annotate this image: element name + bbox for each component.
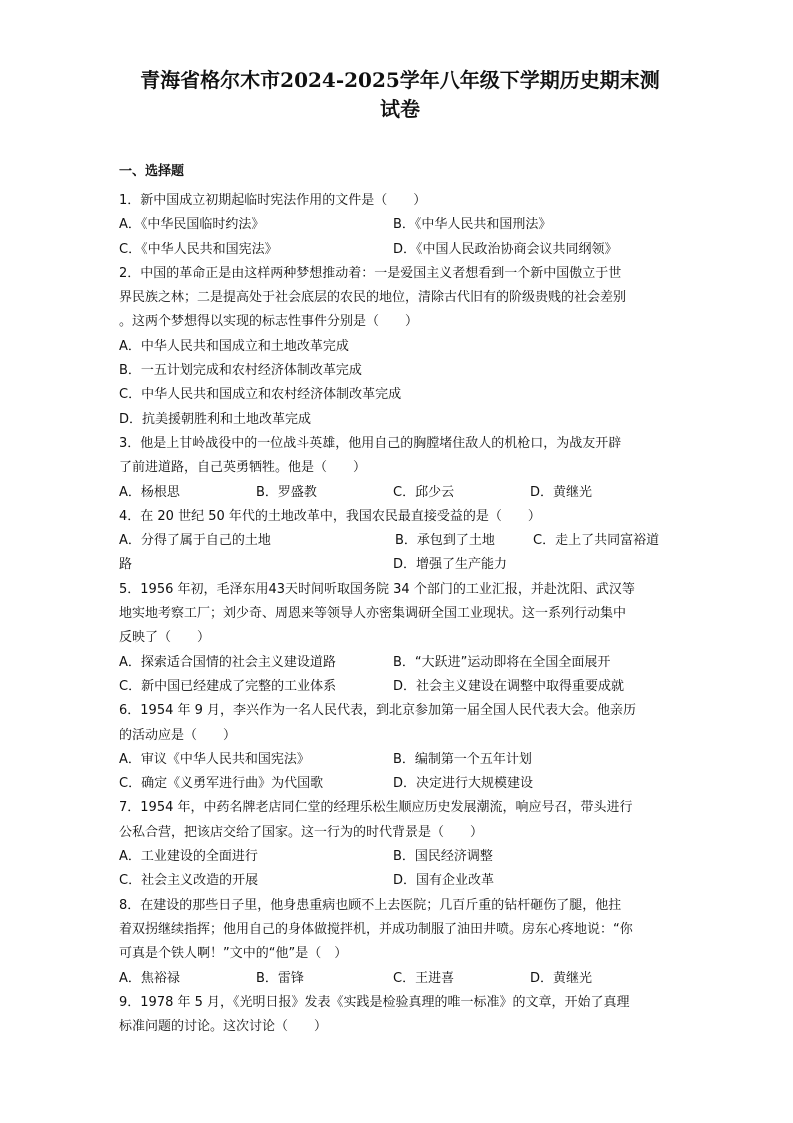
question-3-stem-line-2: 了前进道路，自己英勇牺牲。他是（ ） — [119, 460, 367, 476]
option-a: A．分得了属于自己的土地 — [119, 533, 271, 549]
question-7-stem-line-2: 公私合营，把该店交给了国家。这一行为的时代背景是（ ） — [119, 824, 484, 840]
question-6-stem-line-1: 6．1954 年 9 月，李兴作为一名人民代表，到北京参加第一届全国人民代表大会。他亲历 — [119, 703, 637, 719]
option-d: D．黄继光 — [530, 970, 593, 986]
question-9-stem-line-1: 9．1978 年 5 月，《光明日报》发表《实践是检验真理的唯一标准》的文章，开始了真理 — [119, 994, 630, 1010]
question-4-options-row-1 — [119, 529, 667, 553]
option-d: D．黄继光 — [530, 484, 593, 500]
section-heading: 一、选择题 — [119, 164, 185, 179]
option-c: C．新中国已经建成了完整的工业体系 — [119, 678, 337, 694]
question-4-stem: 4．在 20 世纪 50 年代的土地改革中，我国农民最直接受益的是（ ） — [119, 508, 541, 524]
question-6-stem-line-2: 的活动应是（ ） — [119, 727, 237, 743]
question-8-stem-line-3: 可真是个铁人啊！”文中的“他”是（ ） — [119, 946, 348, 962]
question-5-stem-line-2: 地实地考察工厂；刘少奇、周恩来等领导人亦密集调研全国工业现状。这一系列行动集中 — [119, 606, 627, 622]
question-1-options-row-2 — [119, 238, 667, 262]
question-2-stem-line-1: 2．中国的革命正是由这样两种梦想推动着：一是爱国主义者想看到一个新中国傲立于世 — [119, 265, 622, 281]
option-c: C．王进喜 — [393, 970, 455, 986]
option-a: A．杨根思 — [119, 484, 180, 500]
question-5-stem-line-3: 反映了（ ） — [119, 630, 211, 646]
question-6-options-row-1 — [119, 748, 667, 772]
option-b: B．一五计划完成和农村经济体制改革完成 — [119, 363, 362, 379]
question-3-stem-line-1: 3．他是上甘岭战役中的一位战斗英雄，他用自己的胸膛堵住敌人的机枪口，为战友开辟 — [119, 435, 622, 451]
option-b: B．国民经济调整 — [393, 849, 493, 865]
question-3-options — [119, 481, 667, 505]
title-line-2: 试卷 — [380, 97, 420, 121]
option-a: A．审议《中华人民共和国宪法》 — [119, 751, 310, 767]
option-b: B．承包到了土地 — [395, 533, 495, 549]
question-2-stem-line-3: 。这两个梦想得以实现的标志性事件分别是（ ） — [119, 314, 419, 330]
question-list — [119, 189, 667, 1039]
option-b: B．“大跃进”运动即将在全国全面展开 — [393, 654, 611, 670]
question-4-options-row-2 — [119, 553, 667, 577]
question-5-options-row-2 — [119, 675, 667, 699]
option-b: B．雷锋 — [256, 970, 304, 986]
option-c: C．确定《义勇军进行曲》为代国歌 — [119, 776, 324, 792]
option-c: C．社会主义改造的开展 — [119, 873, 259, 889]
option-c-continued: 路 — [119, 557, 133, 573]
option-b: B．编制第一个五年计划 — [393, 751, 532, 767]
option-b: B．《中华人民共和国刑法》 — [393, 217, 552, 233]
question-1-stem: 1．新中国成立初期起临时宪法作用的文件是（ ） — [119, 193, 427, 208]
option-a: A．中华人民共和国成立和土地改革完成 — [119, 338, 349, 354]
question-1-options-row-1 — [119, 213, 667, 237]
question-9-stem-line-2: 标准问题的讨论。这次讨论（ ） — [119, 1019, 328, 1035]
option-a: A．焦裕禄 — [119, 970, 180, 986]
option-d: D．决定进行大规模建设 — [393, 776, 534, 792]
question-2-stem-line-2: 界民族之林；二是提高处于社会底层的农民的地位，清除古代旧有的阶级贵贱的社会差别 — [119, 290, 627, 306]
option-b: B．罗盛教 — [256, 484, 317, 500]
option-a: A．探索适合国情的社会主义建设道路 — [119, 654, 336, 670]
option-d: D．《中国人民政治协商会议共同纲领》 — [393, 241, 618, 257]
question-5-stem-line-1: 5．1956 年初，毛泽东用43天时间听取国务院 34 个部门的工业汇报，并赴沈阳、武汉等 — [119, 581, 635, 597]
question-7-options-row-2 — [119, 869, 667, 893]
option-c: C．邱少云 — [393, 484, 455, 500]
option-d: D．社会主义建设在调整中取得重要成就 — [393, 678, 625, 694]
option-c: C．《中华人民共和国宪法》 — [119, 241, 278, 257]
question-7-stem-line-1: 7．1954 年，中药名牌老店同仁堂的经理乐松生顺应历史发展潮流，响应号召，带头进行 — [119, 800, 633, 816]
question-7-options-row-1 — [119, 845, 667, 869]
question-5-options-row-1 — [119, 651, 667, 675]
option-d: D．国有企业改革 — [393, 873, 495, 889]
option-d: D．抗美援朝胜利和土地改革完成 — [119, 411, 312, 427]
question-6-options-row-2 — [119, 772, 667, 796]
option-c: C．中华人民共和国成立和农村经济体制改革完成 — [119, 387, 402, 403]
question-8-stem-line-2: 着双拐继续指挥；他用自己的身体做搅拌机，并成功制服了油田井喷。房东心疼地说：“你 — [119, 921, 633, 937]
question-8-options — [119, 967, 667, 991]
question-8-stem-line-1: 8．在建设的那些日子里，他身患重病也顾不上去医院；几百斤重的钻杆砸伤了腿，他拄 — [119, 897, 622, 913]
option-c: C．走上了共同富裕道 — [533, 533, 660, 549]
option-a: A．《中华民国临时约法》 — [119, 217, 265, 233]
option-a: A．工业建设的全面进行 — [119, 849, 258, 865]
option-d: D．增强了生产能力 — [393, 557, 508, 573]
exam-title — [100, 66, 700, 124]
title-line-1: 青海省格尔木市2024-2025学年八年级下学期历史期末测 — [140, 68, 660, 92]
